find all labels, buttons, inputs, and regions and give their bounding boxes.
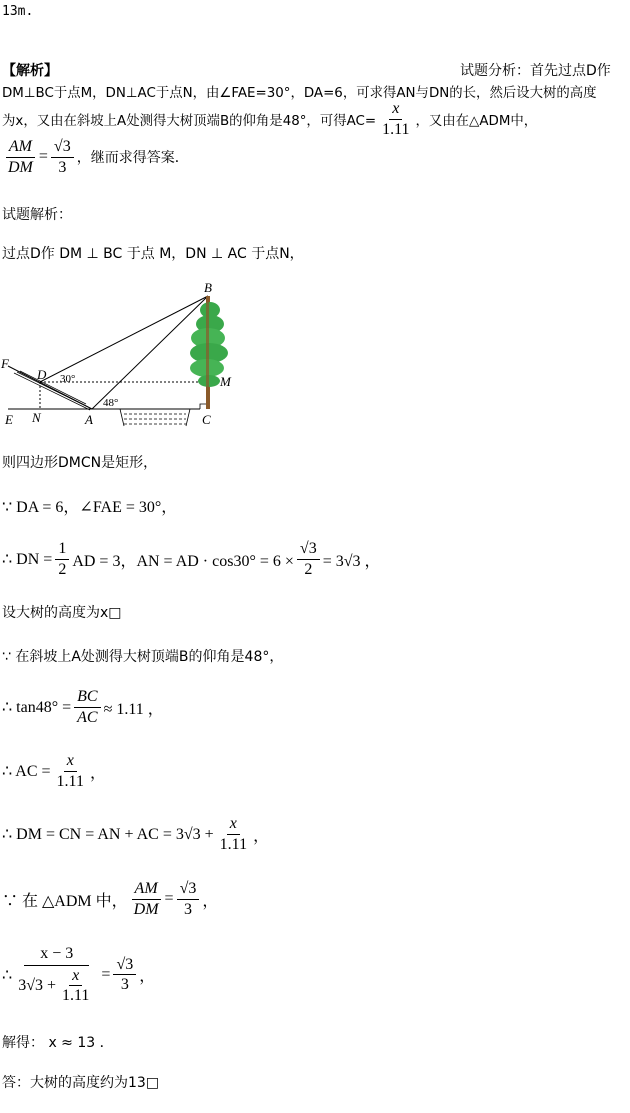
- frac-x-over-111-b: $\frac{x}{1.11}$: [219, 815, 248, 853]
- top-answer: 13m.: [2, 4, 34, 19]
- step-9: ∴ DM = CN = AN + AC = 3√3 + $\frac{x}{1.11}$ ，: [2, 815, 270, 853]
- analysis-frac-root3: $\frac{√3}{3}$: [51, 138, 74, 176]
- step-4: ∴ DN = $\frac{1}{2}$ AD = 3，AN = AD · cos30° = 6 × $\frac{√3}{2}$ = 3√3 ，: [2, 540, 381, 578]
- analysis-frac-am-dm: $\frac{AM}{DM}$: [5, 138, 36, 176]
- frac-inner: $\frac{x}{1.11}$: [62, 966, 90, 1005]
- step-6: ∵ 在斜坡上A处测得大树顶端B的仰角是48°，: [2, 649, 284, 665]
- sight-line-db: [40, 296, 208, 382]
- step-2: 则四边形DMCN是矩形，: [2, 455, 158, 471]
- step-7: ∴ tan48° = $\frac{BC}{AC}$ ≈ 1.11 ，: [2, 688, 164, 726]
- water-hatching: [120, 409, 190, 426]
- step-1: 过点D作 DM ⊥ BC 于点 M，DN ⊥ AC 于点N，: [2, 246, 304, 262]
- conclusion: 答：大树的高度约为13□: [2, 1075, 160, 1091]
- label-c: C: [202, 412, 211, 427]
- label-a: A: [85, 412, 93, 427]
- analysis-line-1: DM⊥BC于点M，DN⊥AC于点N，由∠FAE=30°，DA=6，可求得AN与DN的长，然后设大树的高度: [2, 86, 597, 101]
- label-d: D: [37, 367, 47, 382]
- label-angle-48: 48°: [103, 397, 119, 409]
- step-8: ∴ AC = $\frac{x}{1.11}$ ，: [2, 752, 106, 790]
- solution-header: 试题解析：: [2, 207, 72, 223]
- step-10: ∵ 在 △ADM 中， $\frac{AM}{DM}$ = $\frac{√3}{3}$ ，: [2, 880, 219, 918]
- analysis-frac-ac: $\frac{x}{1.11}$: [382, 100, 410, 138]
- analysis-line-3: $\frac{AM}{DM}$ = $\frac{√3}{3}$ ，继而求得答案．: [2, 138, 189, 176]
- frac-complex: x − 3 3√3 + $\frac{x}{1.11}$: [15, 945, 98, 1005]
- label-angle-30: 30°: [60, 373, 76, 385]
- slope-hatching: [14, 371, 90, 410]
- right-angle-mark: [200, 404, 206, 409]
- step-12: 解得： x ≈ 13 ．: [2, 1035, 114, 1051]
- frac-root3-over-3-b: $\frac{√3}{3}$: [113, 956, 136, 994]
- tree-icon: [190, 296, 228, 409]
- frac-root3-over-3: $\frac{√3}{3}$: [177, 880, 200, 918]
- label-b: B: [204, 280, 212, 295]
- analysis-intro: 试题分析：首先过点D作: [460, 63, 611, 79]
- frac-root3-over-2: $\frac{√3}{2}$: [297, 540, 320, 578]
- step-11: ∴ x − 3 3√3 + $\frac{x}{1.11}$ = $\frac{√3}{3}$ ，: [2, 945, 156, 1005]
- label-e: E: [5, 412, 13, 427]
- frac-am-dm: $\frac{AM}{DM}$: [131, 880, 162, 918]
- step-5: 设大树的高度为x□: [2, 605, 122, 621]
- label-m: M: [220, 374, 231, 389]
- label-f: F: [1, 356, 9, 371]
- analysis-header: 【解析】: [2, 63, 58, 79]
- step-3: ∵ DA = 6，∠FAE = 30°，: [2, 499, 178, 516]
- frac-bc-ac: $\frac{BC}{AC}$: [74, 688, 100, 726]
- analysis-line-2: 为x，又由在斜坡上A处测得大树顶端B的仰角是48°，可得AC= $\frac{x}{1.11}$ ，又由在△ADM中，: [2, 100, 538, 138]
- geometry-diagram: [0, 280, 240, 430]
- frac-x-over-111: $\frac{x}{1.11}$: [56, 752, 84, 790]
- label-n: N: [32, 410, 41, 425]
- frac-half: $\frac{1}{2}$: [55, 540, 69, 578]
